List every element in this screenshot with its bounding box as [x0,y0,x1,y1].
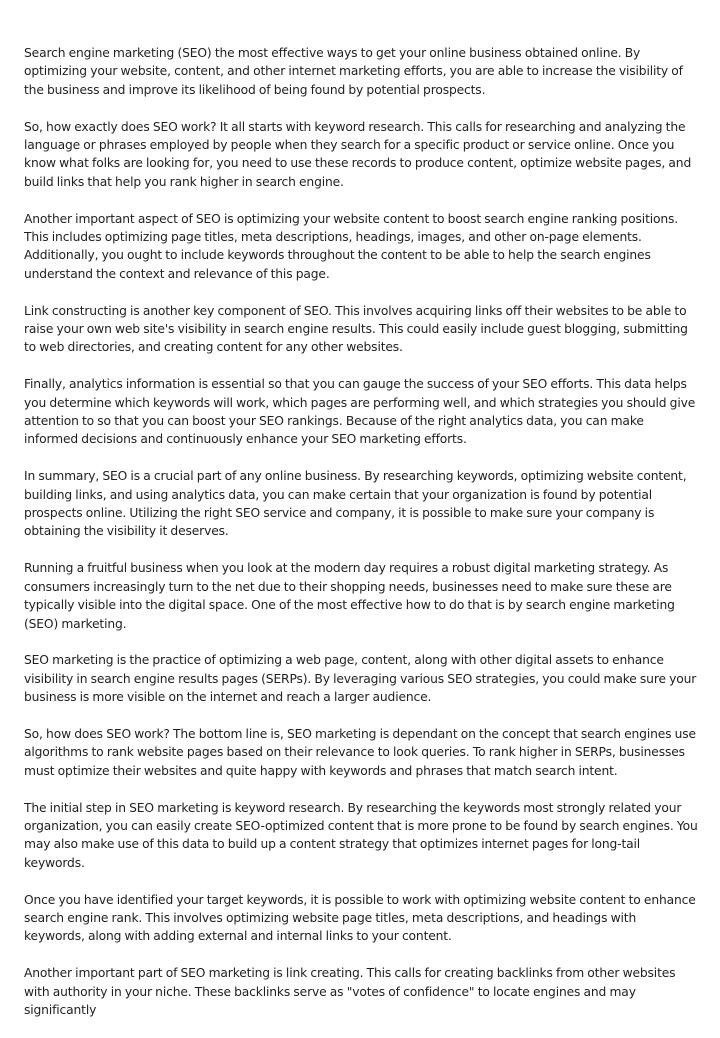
paragraph-2: So, how exactly does SEO work? It all starts with keyword research. This calls for researching and analyzing the language or phrases employed by people when they search for a specific product or service online. Once you know what folks are looking for, you need to use these records to produce content, optimize website pages, and build links that help you rank higher in search engine. [24,119,692,189]
paragraph-1: Search engine marketing (SEO) the most effective ways to get your online business obtained online. By optimizing your website, content, and other internet marketing efforts, you are able to increase the visibility of the business and improve its likelihood of being found by potential prospects. [24,46,683,97]
paragraph-5: Finally, analytics information is essential so that you can gauge the success of your SEO efforts. This data helps you determine which keywords will work, which pages are performing well, and which strategies you should give attention to so that you can boost your SEO rankings. Because of the right analytics data, you can make informed decisions and continuously enhance your SEO marketing efforts. [24,377,696,447]
paragraph-11: Once you have identified your target keywords, it is possible to work with optimizing website content to enhance search engine rank. This involves optimizing website page titles, meta descriptions, and headings with keywords, along with adding external and internal links to your content. [24,892,696,944]
document-body [24,44,699,1038]
paragraph-4: Link constructing is another key component of SEO. This involves acquiring links off their websites to be able to raise your own web site's visibility in search engine results. This could easily include guest blogging, submitting to web directories, and creating content for any other websites. [24,303,688,355]
paragraph-9: So, how does SEO work? The bottom line is, SEO marketing is dependant on the concept that search engines use algorithms to rank website pages based on their relevance to look queries. To rank higher in SERPs, businesses must optimize their websites and quite happy with keywords and phrases that match search intent. [24,726,696,778]
paragraph-7: Running a fruitful business when you look at the modern day requires a robust digital marketing strategy. As consumers increasingly turn to the net due to their shopping needs, businesses need to make sure these are typically visible into the digital space. One of the most effective how to do that is by search engine marketing (SEO) marketing. [24,561,675,631]
paragraph-6: In summary, SEO is a crucial part of any online business. By researching keywords, optimizing website content, building links, and using analytics data, you can make certain that your organization is found by potential prospects online. Utilizing the right SEO service and company, it is possible to make sure your company is obtaining the visibility it deserves. [24,469,687,539]
paragraph-8: SEO marketing is the practice of optimizing a web page, content, along with other digital assets to enhance visibility in search engine results pages (SERPs). By leveraging various SEO strategies, you could make sure your business is more visible on the internet and reach a larger audience. [24,653,697,705]
paragraph-3: Another important aspect of SEO is optimizing your website content to boost search engine ranking positions. This includes optimizing page titles, meta descriptions, headings, images, and other on-page elements. Additionally, you ought to include keywords throughout the content to be able to help the search engines understand the context and relevance of this page. [24,211,679,281]
paragraph-10: The initial step in SEO marketing is keyword research. By researching the keywords most strongly related your organization, you can easily create SEO-optimized content that is more prone to be found by search engines. You may also make use of this data to build up a content strategy that optimizes internet pages for long-tail keywords. [24,800,698,870]
paragraph-12: Another important part of SEO marketing is link creating. This calls for creating backlinks from other websites with authority in your niche. These backlinks serve as "votes of confidence" to locate engines and may significantly [24,966,676,1017]
